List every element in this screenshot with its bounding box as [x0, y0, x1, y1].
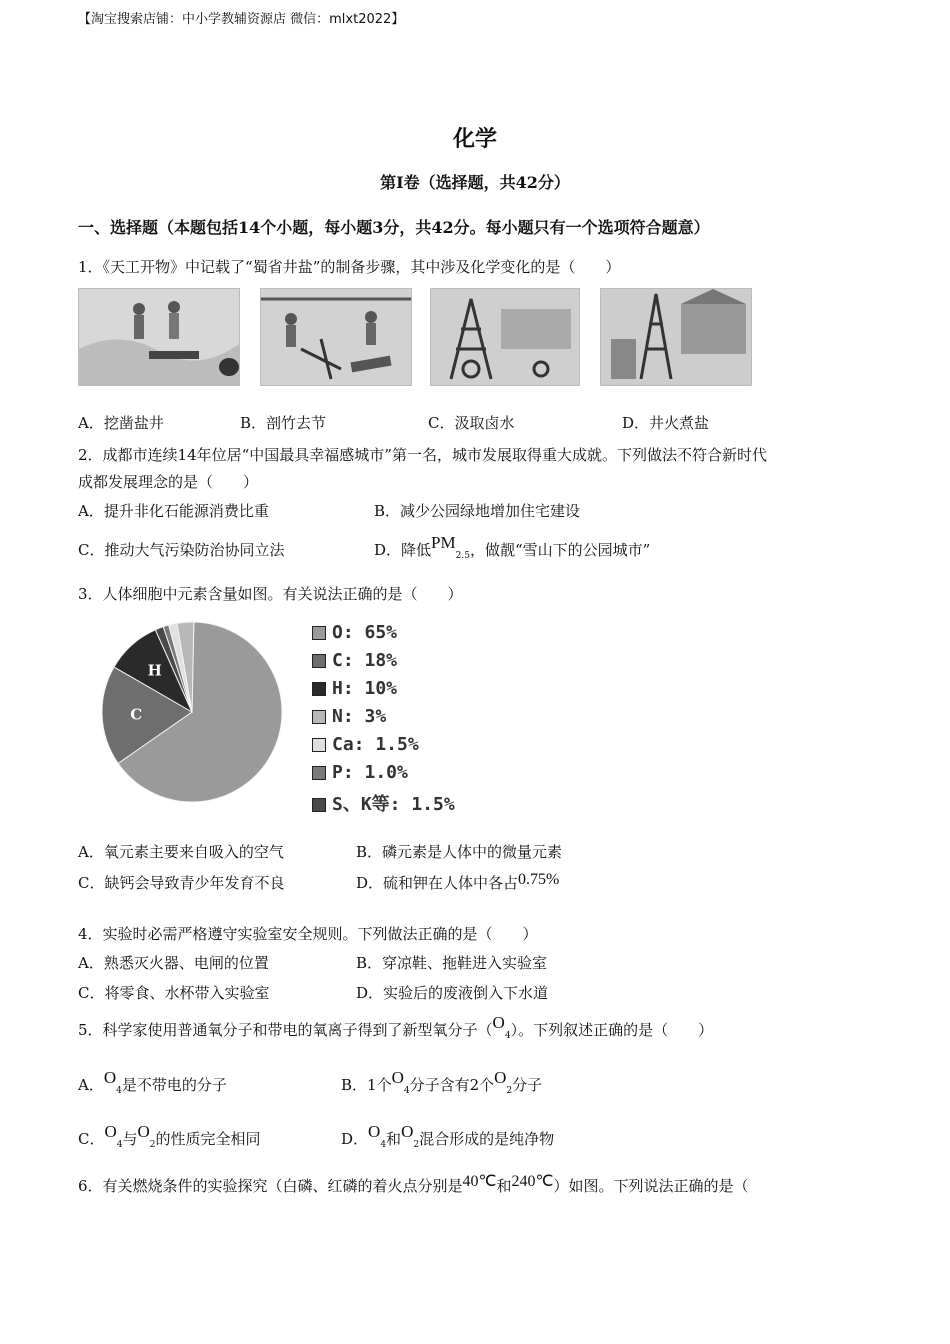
section-heading: 一、选择题（本题包括14个小题，每小题3分，共42分。每小题只有一个选项符合题意） — [78, 218, 710, 237]
o4-subscript: 4 — [116, 1086, 122, 1096]
q1-illustration-d — [600, 288, 752, 386]
page-header: 【淘宝搜索店铺：中小学教辅资源店 微信：mlxt2022】 — [78, 12, 405, 27]
legend-label: Ca: 1.5% — [332, 734, 419, 755]
legend-label: O: 65% — [332, 622, 398, 643]
q2-option-d[interactable] — [374, 533, 651, 561]
legend-swatch — [312, 654, 326, 668]
q5-option-b-prefix: B．1个 — [341, 1076, 392, 1094]
q4-option-b[interactable]: B．穿凉鞋、拖鞋进入实验室 — [356, 954, 548, 972]
q4-stem: 4．实验时必需严格遵守实验室安全规则。下列做法正确的是（ ） — [78, 925, 538, 943]
o4-symbol: O — [103, 1068, 117, 1087]
q5-option-d[interactable] — [341, 1122, 555, 1150]
q5-option-c-mid: 与 — [122, 1130, 138, 1148]
o4-subscript: 4 — [403, 1086, 410, 1096]
o2-subscript: 2 — [506, 1086, 513, 1096]
q5-option-b-suffix: 分子 — [512, 1076, 543, 1094]
o2-symbol: O — [494, 1068, 507, 1087]
percent-value: 0.75% — [518, 871, 560, 888]
q2-option-c[interactable]: C．推动大气污染防治协同立法 — [78, 541, 285, 559]
q3-option-d-prefix: D．硫和钾在人体中各占 — [356, 874, 519, 892]
legend-item — [312, 650, 397, 671]
q5-option-d-suffix: 混合形成的是纯净物 — [419, 1130, 555, 1148]
q5-option-c[interactable] — [78, 1122, 261, 1150]
pm-symbol: PM — [431, 533, 456, 552]
q1-option-b[interactable]: B．剖竹去节 — [240, 414, 327, 432]
q5-option-a-text: 是不带电的分子 — [121, 1076, 227, 1094]
q4-option-d[interactable]: D．实验后的废液倒入下水道 — [356, 984, 549, 1002]
q1-option-c[interactable]: C．汲取卤水 — [428, 414, 515, 432]
option-letter: D． — [341, 1130, 369, 1148]
q2-option-d-prefix: D．降低 — [374, 541, 432, 559]
q3-option-b[interactable]: B．磷元素是人体中的微量元素 — [356, 843, 563, 861]
legend-swatch — [312, 626, 326, 640]
pie-slice-label: C — [130, 705, 143, 724]
legend-item — [312, 762, 408, 783]
o4-symbol: O — [104, 1122, 117, 1141]
q6-stem-suffix: ）如图。下列说法正确的是（ — [553, 1177, 749, 1195]
legend-label: N: 3% — [332, 706, 387, 727]
legend-swatch — [312, 682, 326, 696]
pie-chart-svg — [100, 612, 310, 812]
q3-stem: 3．人体细胞中元素含量如图。有关说法正确的是（ ） — [78, 585, 463, 603]
q3-option-d[interactable] — [356, 872, 559, 893]
page-title: 化学 — [452, 126, 497, 152]
legend-swatch — [312, 766, 326, 780]
legend-label: S、K等: 1.5% — [332, 794, 455, 815]
legend-item — [312, 790, 455, 816]
q1-illustration-c — [430, 288, 580, 386]
legend-label: P: 1.0% — [332, 762, 408, 783]
q2-option-a[interactable]: A．提升非化石能源消费比重 — [78, 502, 269, 520]
q5-option-b[interactable] — [341, 1068, 543, 1096]
o2-symbol: O — [137, 1122, 150, 1141]
volume-subtitle: 第I卷（选择题，共42分） — [380, 173, 570, 192]
o4-subscript: 4 — [380, 1140, 387, 1150]
o4-subscript: 4 — [504, 1031, 511, 1041]
o4-symbol: O — [391, 1068, 404, 1087]
legend-item — [312, 734, 419, 755]
q1-illustration-a — [78, 288, 240, 386]
white-phosphorus-temp: 40℃ — [462, 1173, 497, 1190]
q5-option-a[interactable] — [78, 1068, 227, 1096]
legend-item — [312, 622, 397, 643]
q1-option-d[interactable]: D．井火煮盐 — [622, 414, 710, 432]
q5-stem-suffix: ）。下列叙述正确的是（ ） — [510, 1021, 714, 1039]
option-letter: A． — [78, 1076, 104, 1094]
q2-option-b[interactable]: B．减少公园绿地增加住宅建设 — [374, 502, 581, 520]
pm-subscript: 2.5 — [455, 551, 470, 561]
q1-option-a[interactable]: A．挖凿盐井 — [78, 414, 164, 432]
o4-subscript: 4 — [116, 1140, 123, 1150]
q2-option-d-suffix: ，做靓“雪山下的公园城市” — [469, 541, 651, 559]
q1-stem: 1．《天工开物》中记载了“蜀省井盐”的制备步骤，其中涉及化学变化的是（ ） — [78, 258, 621, 276]
option-letter: C． — [78, 1130, 105, 1148]
pie-slice-label: H — [147, 661, 162, 680]
q6-stem-prefix: 6．有关燃烧条件的实验探究（白磷、红磷的着火点分别是 — [78, 1177, 463, 1195]
q3-option-a[interactable]: A．氧元素主要来自吸入的空气 — [78, 843, 284, 861]
q4-option-c[interactable]: C．将零食、水杯带入实验室 — [78, 984, 270, 1002]
o4-symbol: O — [492, 1013, 505, 1032]
q5-option-d-mid: 和 — [386, 1130, 402, 1148]
element-pie-chart — [100, 612, 310, 812]
o4-symbol: O — [368, 1122, 381, 1141]
legend-swatch — [312, 738, 326, 752]
legend-label: C: 18% — [332, 650, 398, 671]
legend-label: H: 10% — [332, 678, 398, 699]
legend-item — [312, 706, 386, 727]
q6-stem — [78, 1175, 749, 1196]
o2-symbol: O — [401, 1122, 414, 1141]
q5-stem-prefix: 5．科学家使用普通氧分子和带电的氧离子得到了新型氧分子（ — [78, 1021, 493, 1039]
legend-swatch — [312, 798, 326, 812]
legend-swatch — [312, 710, 326, 724]
q5-option-b-mid: 分子含有2个 — [409, 1076, 495, 1094]
legend-item — [312, 678, 397, 699]
q4-option-a[interactable]: A．熟悉灭火器、电闸的位置 — [78, 954, 269, 972]
q3-option-c[interactable]: C．缺钙会导致青少年发育不良 — [78, 874, 285, 892]
q1-illustration-b — [260, 288, 412, 386]
q5-option-c-suffix: 的性质完全相同 — [155, 1130, 261, 1148]
red-phosphorus-temp: 240℃ — [511, 1173, 554, 1190]
q2-stem-line2: 成都发展理念的是（ ） — [78, 473, 259, 491]
q2-stem-line1: 2．成都市连续14年位居“中国最具幸福感城市”第一名，城市发展取得重大成就。下列做法不符合新时代 — [78, 446, 767, 464]
o2-subscript: 2 — [413, 1140, 420, 1150]
q5-stem — [78, 1013, 714, 1041]
o2-subscript: 2 — [149, 1140, 156, 1150]
q6-stem-mid: 和 — [496, 1177, 512, 1195]
